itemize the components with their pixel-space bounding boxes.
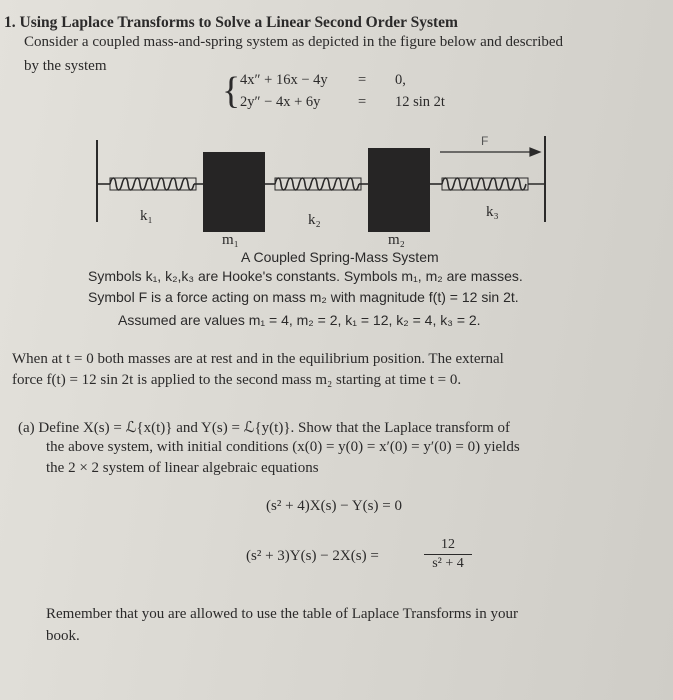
spring-3 bbox=[430, 178, 545, 190]
fraction-numerator: 12 bbox=[424, 537, 472, 555]
system-eq1-lhs: 4x″ + 16x − 4y bbox=[240, 72, 328, 88]
paragraph-line-2: force f(t) = 12 sin 2t is applied to the second mass m₂ starting at time t = 0. bbox=[12, 372, 462, 388]
part-a-line-1: (a) Define X(s) = ℒ{x(t)} and Y(s) = ℒ{y(t)}. Show that the Laplace transform of bbox=[18, 420, 511, 436]
system-eq1-equals: = bbox=[358, 72, 367, 88]
force-label: F bbox=[481, 134, 489, 148]
mass-1-label: m₁ bbox=[222, 232, 239, 248]
mass-2-label: m₂ bbox=[388, 232, 405, 248]
part-a-equation-2-lhs: (s² + 3)Y(s) − 2X(s) = bbox=[246, 548, 379, 564]
part-a-line-2: the above system, with initial conditions (x(0) = y(0) = x′(0) = y′(0) = 0) yields bbox=[46, 439, 520, 455]
paragraph-line-1: When at t = 0 both masses are at rest and in the equilibrium position. The external bbox=[12, 351, 504, 367]
spring-3-label: k₃ bbox=[486, 204, 499, 220]
system-brace: { bbox=[222, 70, 241, 112]
spring-2-label: k₂ bbox=[308, 212, 321, 228]
figure-caption-line-4: Assumed are values m₁ = 4, m₂ = 2, k₁ = 12, k₂ = 4, k₃ = 2. bbox=[118, 312, 481, 328]
part-a-equation-2-fraction bbox=[424, 537, 472, 572]
system-eq2-lhs: 2y″ − 4x + 6y bbox=[240, 94, 321, 110]
intro-line-2: by the system bbox=[24, 58, 107, 74]
system-eq2-rhs: 12 sin 2t bbox=[395, 94, 445, 110]
remember-line-1: Remember that you are allowed to use the table of Laplace Transforms in your bbox=[46, 606, 518, 622]
part-a-equation-1: (s² + 4)X(s) − Y(s) = 0 bbox=[266, 498, 402, 514]
spring-1-label: k₁ bbox=[140, 208, 153, 224]
problem-title: 1. Using Laplace Transforms to Solve a Linear Second Order System bbox=[4, 14, 458, 31]
figure-caption-line-2: Symbols k₁, k₂,k₃ are Hooke's constants. Symbols m₁, m₂ are masses. bbox=[88, 268, 523, 284]
fraction-denominator: s² + 4 bbox=[432, 556, 464, 571]
mass-1 bbox=[203, 152, 265, 232]
system-eq2-equals: = bbox=[358, 94, 367, 110]
figure-caption: A Coupled Spring-Mass System bbox=[241, 249, 439, 265]
spring-mass-diagram bbox=[0, 0, 673, 250]
spring-2 bbox=[265, 178, 368, 190]
system-eq1-rhs: 0, bbox=[395, 72, 406, 88]
force-arrow bbox=[440, 148, 540, 156]
spring-1 bbox=[97, 178, 203, 190]
remember-line-2: book. bbox=[46, 628, 80, 644]
figure-caption-line-3: Symbol F is a force acting on mass m₂ with magnitude f(t) = 12 sin 2t. bbox=[88, 289, 519, 305]
intro-line-1: Consider a coupled mass-and-spring system as depicted in the figure below and described bbox=[24, 34, 564, 50]
mass-2 bbox=[368, 148, 430, 232]
part-a-line-3: the 2 × 2 system of linear algebraic equations bbox=[46, 460, 319, 476]
